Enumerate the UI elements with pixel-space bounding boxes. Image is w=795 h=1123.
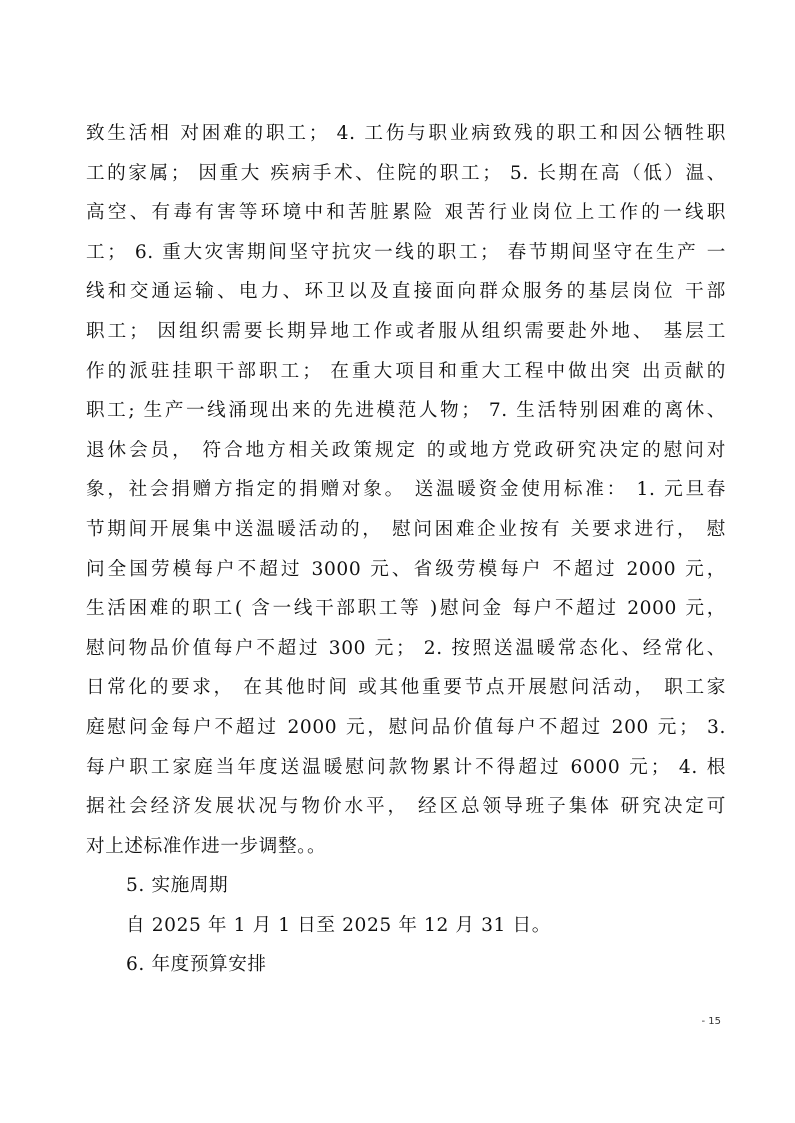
- paragraph-line: 退休会员， 符合地方相关政策规定 的或地方党政研究决定的慰问对: [86, 439, 726, 461]
- paragraph-line: 高空、有毒有害等环境中和苦脏累险 艰苦行业岗位上工作的一线职: [86, 202, 726, 224]
- paragraph-line: 工； 6. 重大灾害期间坚守抗灾一线的职工； 春节期间坚守在生产 一: [86, 241, 726, 263]
- paragraph-line: 线和交通运输、电力、环卫以及直接面向群众服务的基层岗位 干部: [86, 281, 726, 303]
- paragraph-line: 日常化的要求， 在其他时间 或其他重要节点开展慰问活动， 职工家: [86, 677, 726, 699]
- paragraph-line: 据社会经济发展状况与物价水平， 经区总领导班子集体 研究决定可: [86, 796, 726, 818]
- paragraph-line: 慰问物品价值每户不超过 300 元； 2. 按照送温暖常态化、经常化、: [86, 637, 726, 659]
- paragraph-line: 致生活相 对困难的职工； 4. 工伤与职业病致残的职工和因公牺牲职: [86, 123, 726, 144]
- page-number: - 15: [701, 1016, 721, 1027]
- paragraph-line: 每户职工家庭当年度送温暖慰问款物累计不得超过 6000 元； 4. 根: [86, 756, 726, 778]
- paragraph-line: 问全国劳模每户不超过 3000 元、省级劳模每户 不超过 2000 元，: [86, 558, 726, 580]
- paragraph-line: 对上述标准作进一步调整。。: [86, 835, 327, 857]
- paragraph-line: 工的家属； 因重大 疾病手术、住院的职工； 5. 长期在高（低）温、: [86, 162, 726, 184]
- section-5-heading: 5. 实施周期: [126, 875, 229, 897]
- paragraph-line: 职工; 生产一线涌现出来的先进模范人物； 7. 生活特别困难的离休、: [86, 400, 726, 422]
- paragraph-line: 职工； 因组织需要长期异地工作或者服从组织需要赴外地、 基层工: [86, 320, 726, 342]
- paragraph-line: 作的派驻挂职干部职工； 在重大项目和重大工程中做出突 出贡献的: [86, 360, 726, 382]
- body-text: [86, 114, 726, 985]
- section-6-heading: 6. 年度预算安排: [126, 954, 267, 976]
- paragraph-line: 节期间开展集中送温暖活动的， 慰问困难企业按有 关要求进行， 慰: [86, 518, 726, 540]
- paragraph-line: 生活困难的职工( 含一线干部职工等 )慰问金 每户不超过 2000 元，: [86, 598, 726, 620]
- paragraph-line: 象，社会捐赠方指定的捐赠对象。 送温暖资金使用标准： 1. 元旦春: [86, 479, 726, 501]
- paragraph-line: 庭慰问金每户不超过 2000 元，慰问品价值每户不超过 200 元； 3.: [86, 716, 726, 738]
- section-5-body: 自 2025 年 1 月 1 日至 2025 年 12 月 31 日。: [126, 914, 551, 936]
